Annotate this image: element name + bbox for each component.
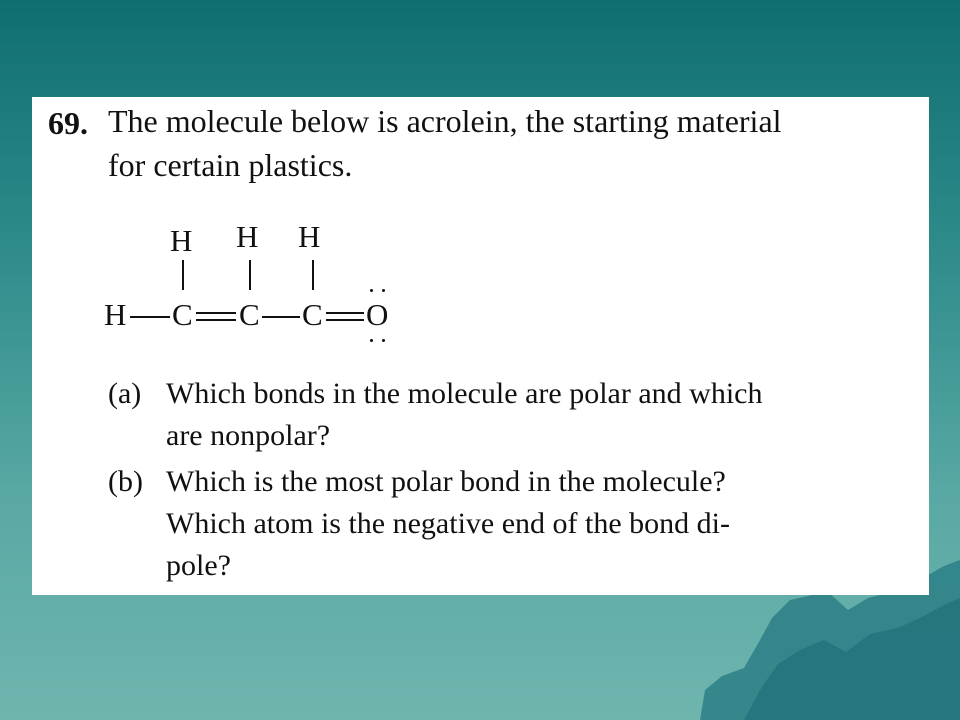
oxygen-atom: O [366,297,389,332]
hydrogen-atom-2: H [236,219,259,254]
vertical-bond-1 [182,260,184,290]
hydrogen-atom-chain: H [104,297,127,332]
lone-pair-dot [370,339,373,342]
part-a-label: (a) [108,377,142,410]
lone-pair-dot [382,289,385,292]
carbon-atom-3: C [302,297,323,332]
carbon-atom-2: C [239,297,260,332]
double-bond-c-c-line2 [196,319,236,321]
lone-pair-dot [382,339,385,342]
vertical-bond-2 [249,260,251,290]
problem-intro-line-2: for certain plastics. [108,147,353,183]
single-bond-h-c [130,316,170,318]
part-b-line-1: Which is the most polar bond in the molecule? [166,465,726,498]
problem-number: 69. [48,105,88,141]
part-b-line-3: pole? [166,549,231,582]
carbon-atom-1: C [172,297,193,332]
double-bond-c-o-line1 [326,312,364,314]
part-a-line-1: Which bonds in the molecule are polar and which [166,377,763,410]
hydrogen-atom-1: H [170,223,193,258]
hydrogen-atom-3: H [298,219,321,254]
single-bond-c-c [262,316,300,318]
problem-intro-line-1: The molecule below is acrolein, the starting material [108,103,782,139]
vertical-bond-3 [312,260,314,290]
part-a-line-2: are nonpolar? [166,419,331,452]
acrolein-structure [104,215,434,355]
part-b-line-2: Which atom is the negative end of the bond di- [166,507,731,540]
double-bond-c-c-line1 [196,312,236,314]
part-b-label: (b) [108,465,143,498]
lone-pair-dot [370,289,373,292]
problem-card [32,97,929,595]
double-bond-c-o-line2 [326,319,364,321]
